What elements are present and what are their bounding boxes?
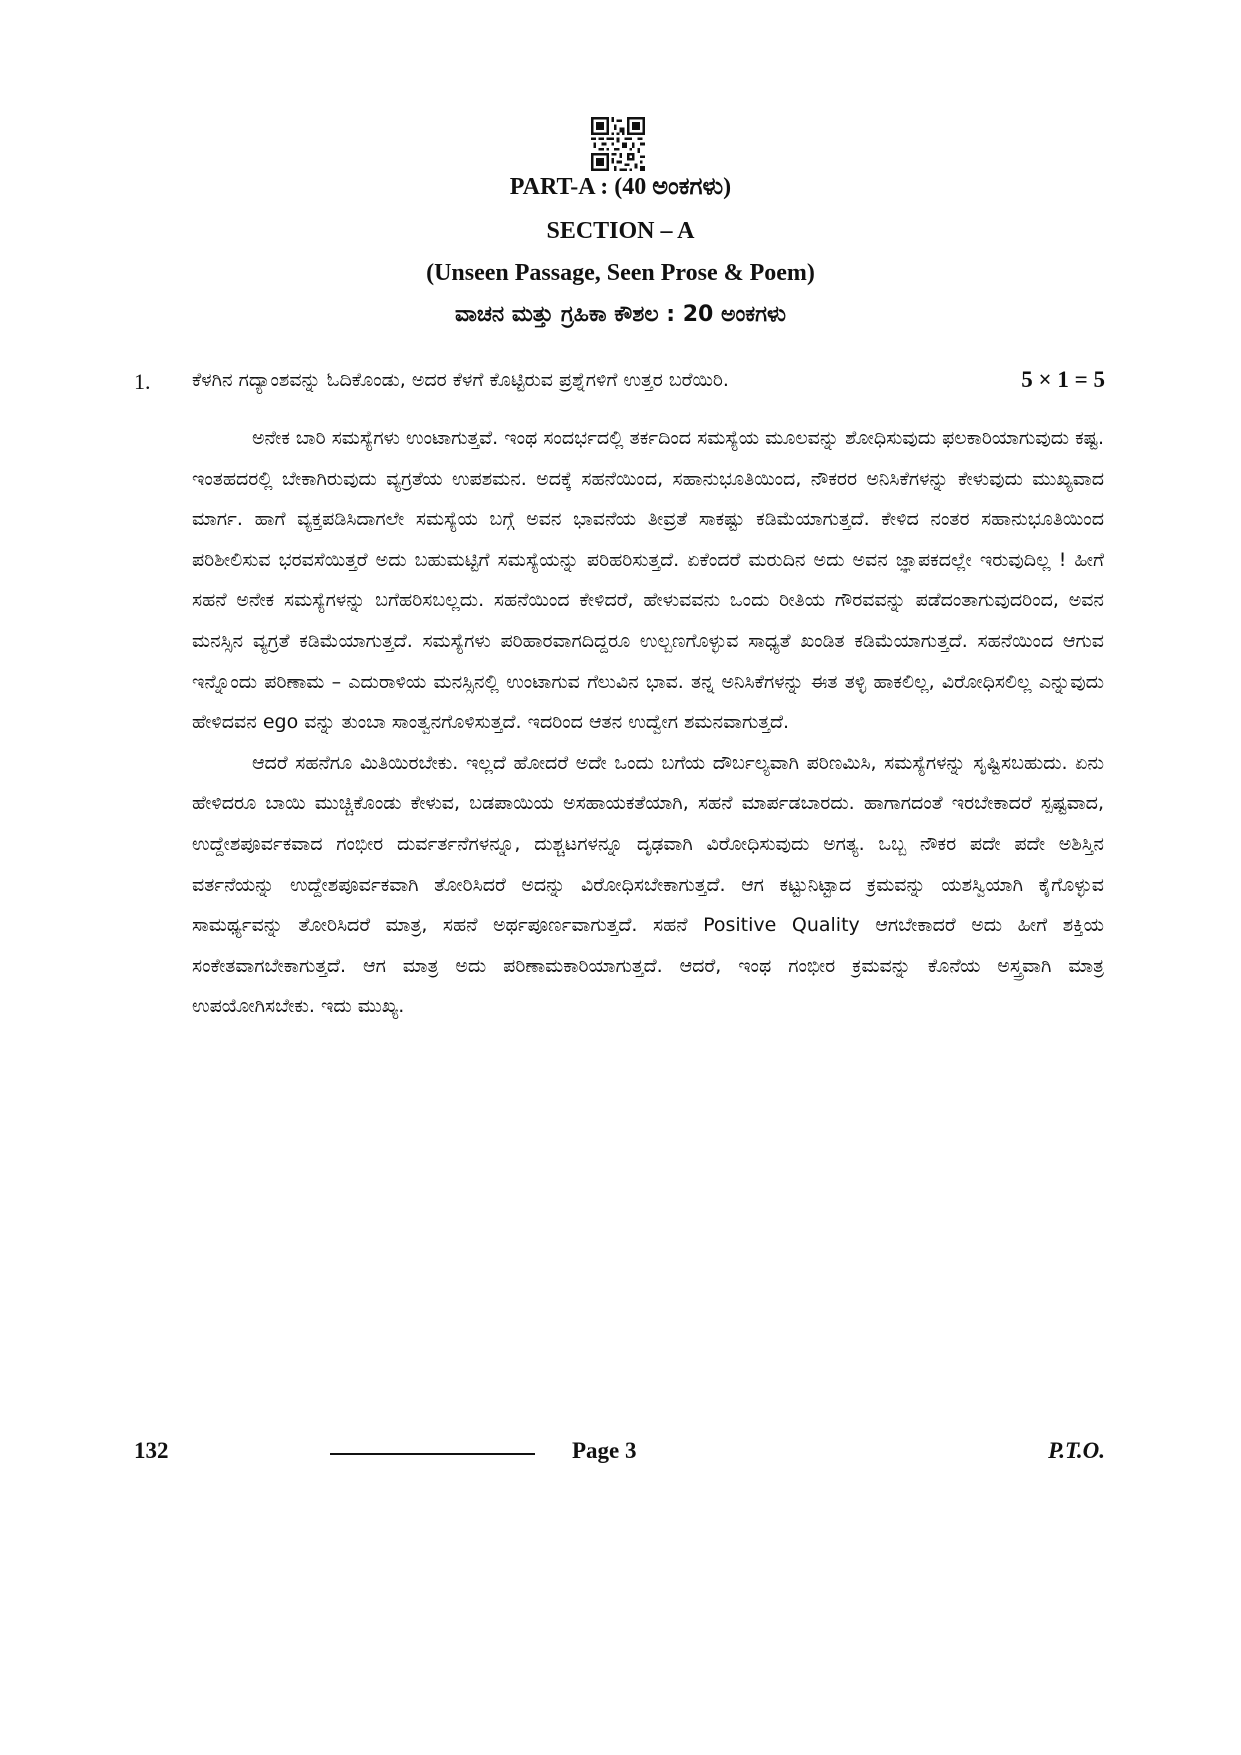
question-text: ಕೆಳಗಿನ ಗದ್ಯಾಂಶವನ್ನು ಓದಿಕೊಂಡು, ಅದರ ಕೆಳಗೆ ಕೊಟ್ಟಿರುವ ಪ್ರಶ್ನೆಗಳಿಗೆ ಉತ್ತರ ಬರೆಯಿರಿ.: [192, 369, 729, 391]
passage-paragraph: ಅನೇಕ ಬಾರಿ ಸಮಸ್ಯೆಗಳು ಉಂಟಾಗುತ್ತವೆ. ಇಂಥ ಸಂದರ್ಭದಲ್ಲಿ ತರ್ಕದಿಂದ ಸಮಸ್ಯೆಯ ಮೂಲವನ್ನು ಶೋಧಿಸುವುದು ಫಲಕಾರಿಯಾಗುವುದು ಕಷ್ಟ. ಇಂತಹದರಲ್ಲಿ ಬೇಕಾಗಿರುವುದು ವ್ಯಗ್ರತೆಯ ಉಪಶಮನ. ಅದಕ್ಕೆ ಸಹನೆಯಿಂದ, ಸಹಾನುಭೂತಿಯಿಂದ, ನೌಕರರ ಅನಿಸಿಕೆಗಳನ್ನು ಕೇಳುವುದು ಮುಖ್ಯವಾದ ಮಾರ್ಗ. ಹಾಗೆ ವ್ಯಕ್ತಪಡಿಸಿದಾಗಲೇ ಸಮಸ್ಯೆಯ ಬಗ್ಗೆ ಅವನ ಭಾವನೆಯ ತೀವ್ರತೆ ಸಾಕಷ್ಟು ಕಡಿಮೆಯಾಗುತ್ತದೆ. ಕೇಳಿದ ನಂತರ ಸಹಾನುಭೂತಿಯಿಂದ ಪರಿಶೀಲಿಸುವ ಭರವಸೆಯಿತ್ತರೆ ಅದು ಬಹುಮಟ್ಟಿಗೆ ಸಮಸ್ಯೆಯನ್ನು ಪರಿಹರಿಸುತ್ತದೆ. ಏಕೆಂದರೆ ಮರುದಿನ ಅದು ಅವನ ಜ್ಞಾಪಕದಲ್ಲೇ ಇರುವುದಿಲ್ಲ ! ಹೀಗೆ ಸಹನೆ ಅನೇಕ ಸಮಸ್ಯೆಗಳನ್ನು ಬಗೆಹರಿಸಬಲ್ಲದು. ಸಹನೆಯಿಂದ ಕೇಳಿದರೆ, ಹೇಳುವವನು ಒಂದು ರೀತಿಯ ಗೌರವವನ್ನು ಪಡೆದಂತಾಗುವುದರಿಂದ, ಅವನ ಮನಸ್ಸಿನ ವ್ಯಗ್ರತೆ ಕಡಿಮೆಯಾಗುತ್ತದೆ. ಸಮಸ್ಯೆಗಳು ಪರಿಹಾರವಾಗದಿದ್ದರೂ ಉಲ್ಬಣಗೊಳ್ಳುವ ಸಾಧ್ಯತೆ ಖಂಡಿತ ಕಡಿಮೆಯಾಗುತ್ತದೆ. ಸಹನೆಯಿಂದ ಆಗುವ ಇನ್ನೊಂದು ಪರಿಣಾಮ – ಎದುರಾಳಿಯ ಮನಸ್ಸಿನಲ್ಲಿ ಉಂಟಾಗುವ ಗೆಲುವಿನ ಭಾವ. ತನ್ನ ಅನಿಸಿಕೆಗಳನ್ನು ಈತ ತಳ್ಳಿ ಹಾಕಲಿಲ್ಲ, ವಿರೋಧಿಸಲಿಲ್ಲ ಎನ್ನುವುದು ಹೇಳಿದವನ ego ವನ್ನು ತುಂಬಾ ಸಾಂತ್ವನಗೊಳಿಸುತ್ತದೆ. ಇದರಿಂದ ಆತನ ಉದ್ವೇಗ ಶಮನವಾಗುತ್ತದೆ.: [192, 427, 1104, 734]
question-marks: 5 × 1 = 5: [1021, 367, 1105, 392]
paper-code: 132: [134, 1438, 169, 1463]
skill-heading: ವಾಚನ ಮತ್ತು ಗ್ರಹಿಕಾ ಕೌಶಲ : 20 ಅಂಕಗಳು: [455, 302, 786, 327]
passage: [192, 418, 1104, 1027]
qr-code-icon: [591, 117, 645, 171]
question-number: 1.: [134, 369, 151, 394]
part-heading: PART-A : (40 ಅಂಕಗಳು): [509, 174, 732, 200]
footer-divider: [330, 1453, 535, 1455]
section-subtitle: (Unseen Passage, Seen Prose & Poem): [426, 260, 815, 286]
section-heading: SECTION – A: [546, 218, 695, 244]
passage-paragraph: ಆದರೆ ಸಹನೆಗೂ ಮಿತಿಯಿರಬೇಕು. ಇಲ್ಲದೆ ಹೋದರೆ ಅದೇ ಒಂದು ಬಗೆಯ ದೌರ್ಬಲ್ಯವಾಗಿ ಪರಿಣಮಿಸಿ, ಸಮಸ್ಯೆಗಳನ್ನು ಸೃಷ್ಟಿಸಬಹುದು. ಏನು ಹೇಳಿದರೂ ಬಾಯಿ ಮುಚ್ಚಿಕೊಂಡು ಕೇಳುವ, ಬಡಪಾಯಿಯ ಅಸಹಾಯಕತೆಯಾಗಿ, ಸಹನೆ ಮಾರ್ಪಡಬಾರದು. ಹಾಗಾಗದಂತೆ ಇರಬೇಕಾದರೆ ಸ್ಪಷ್ಟವಾದ, ಉದ್ದೇಶಪೂರ್ವಕವಾದ ಗಂಭೀರ ದುರ್ವರ್ತನೆಗಳನ್ನೂ, ದುಶ್ಚಟಗಳನ್ನೂ ದೃಢವಾಗಿ ವಿರೋಧಿಸುವುದು ಅಗತ್ಯ. ಒಬ್ಬ ನೌಕರ ಪದೇ ಪದೇ ಅಶಿಸ್ತಿನ ವರ್ತನೆಯನ್ನು ಉದ್ದೇಶಪೂರ್ವಕವಾಗಿ ತೋರಿಸಿದರೆ ಅದನ್ನು ವಿರೋಧಿಸಬೇಕಾಗುತ್ತದೆ. ಆಗ ಕಟ್ಟುನಿಟ್ಟಾದ ಕ್ರಮವನ್ನು ಯಶಸ್ವಿಯಾಗಿ ಕೈಗೊಳ್ಳುವ ಸಾಮರ್ಥ್ಯವನ್ನು ತೋರಿಸಿದರೆ ಮಾತ್ರ, ಸಹನೆ ಅರ್ಥಪೂರ್ಣವಾಗುತ್ತದೆ. ಸಹನೆ Positive Quality ಆಗಬೇಕಾದರೆ ಅದು ಹೀಗೆ ಶಕ್ತಿಯ ಸಂಕೇತವಾಗಬೇಕಾಗುತ್ತದೆ. ಆಗ ಮಾತ್ರ ಅದು ಪರಿಣಾಮಕಾರಿಯಾಗುತ್ತದೆ. ಆದರೆ, ಇಂಥ ಗಂಭೀರ ಕ್ರಮವನ್ನು ಕೊನೆಯ ಅಸ್ತ್ರವಾಗಿ ಮಾತ್ರ ಉಪಯೋಗಿಸಬೇಕು. ಇದು ಮುಖ್ಯ.: [192, 751, 1104, 1018]
pto-label: P.T.O.: [1048, 1438, 1105, 1463]
page-number: Page 3: [572, 1438, 637, 1463]
